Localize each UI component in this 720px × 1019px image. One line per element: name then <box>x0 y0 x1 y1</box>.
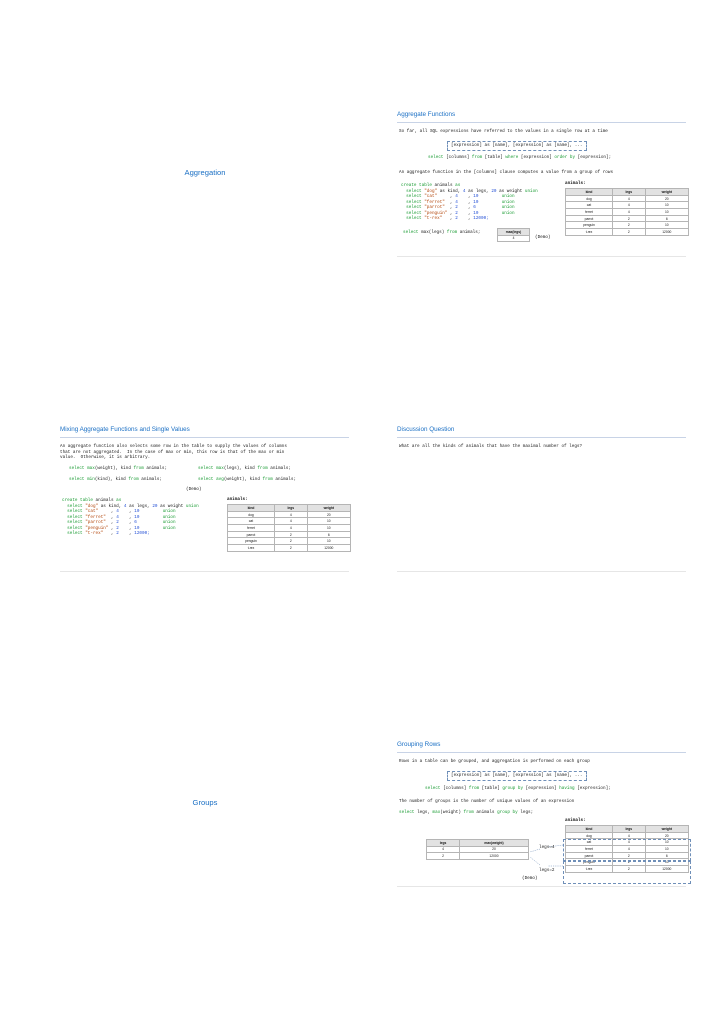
title-rule <box>397 122 686 123</box>
table-row <box>566 209 689 216</box>
title-rule <box>397 437 686 438</box>
slide-aggregation <box>55 105 355 257</box>
label-legs2: legs=2 <box>539 868 555 873</box>
table-cell: ferret <box>566 846 613 853</box>
table-cell: 2 <box>612 222 645 229</box>
table-cell: 12000 <box>307 545 350 552</box>
slide-footer <box>60 571 349 572</box>
table-cell: 6 <box>307 531 350 538</box>
table-cell: 2 <box>612 852 645 859</box>
query-max-legs: select max(legs), kind from animals; <box>198 466 291 471</box>
result-cell: 12000 <box>460 853 529 860</box>
slide-title: Mixing Aggregate Functions and Single Values <box>60 426 190 433</box>
demo-label: (Demo) <box>535 235 551 240</box>
result-cell: 20 <box>460 846 529 853</box>
table-cell: dog <box>566 195 613 202</box>
table-row <box>566 229 689 236</box>
table-cell: 6 <box>645 215 688 222</box>
column-header: weight <box>307 505 350 512</box>
table-cell: 4 <box>612 846 645 853</box>
table-row <box>566 202 689 209</box>
code-line: select "cat" , 4 , 10 union <box>401 194 515 199</box>
table-cell: penguin <box>566 859 613 866</box>
table-cell: parrot <box>566 852 613 859</box>
code-line: select "parrot" , 2 , 6 union <box>62 520 176 525</box>
query-avg-weight: select avg(weight), kind from animals; <box>198 477 297 482</box>
slide-footer <box>397 571 686 572</box>
table-row <box>566 215 689 222</box>
groups-description: The number of groups is the number of unique values of an expression <box>399 799 575 804</box>
animals-table <box>565 188 689 236</box>
table-cell: 20 <box>307 511 350 518</box>
table-cell: 4 <box>274 518 307 525</box>
slide-footer <box>397 256 686 257</box>
table-cell: 10 <box>645 839 688 846</box>
table-cell: 4 <box>612 839 645 846</box>
column-header: weight <box>645 189 688 196</box>
table-cell: 10 <box>307 538 350 545</box>
table-cell: 2 <box>274 545 307 552</box>
result-cell: 4 <box>427 846 460 853</box>
create-table-code <box>401 183 538 222</box>
table-cell: 4 <box>612 202 645 209</box>
code-line: select "t-rex" , 2 , 12000; <box>62 531 150 536</box>
table-cell: 10 <box>645 846 688 853</box>
code-line: select "ferret" , 4 , 10 union <box>62 514 176 520</box>
table-cell: 20 <box>645 832 688 839</box>
code-line: select "cat" , 4 , 10 union <box>62 509 176 514</box>
table-header-row <box>228 505 351 512</box>
table-cell: 4 <box>274 511 307 518</box>
slide-title: Grouping Rows <box>397 741 441 748</box>
syntax-box: [expression] as [name], [expression] as [name], ... <box>447 771 587 781</box>
group-arrows <box>392 735 692 887</box>
section-title: Aggregation <box>184 168 226 177</box>
table-row <box>228 545 351 552</box>
result-header: max(weight) <box>460 840 529 847</box>
table-cell: 4 <box>612 832 645 839</box>
table-row <box>228 518 351 525</box>
syntax-line: select [columns] from [table] where [expression] order by [expression]; <box>428 155 612 160</box>
demo-label: (Demo) <box>186 487 202 492</box>
table-cell: 12000 <box>645 229 688 236</box>
table-cell: parrot <box>228 531 275 538</box>
slide-footer <box>397 886 686 887</box>
arrow-legs2 <box>530 857 563 866</box>
table-cell: 20 <box>645 195 688 202</box>
result-cell: 4 <box>498 235 530 242</box>
code-line: select "penguin" , 2 , 10 union <box>62 525 176 531</box>
syntax-line: select [columns] from [table] group by [expression] having [expression]; <box>425 786 611 791</box>
slide-groups <box>55 735 355 887</box>
table-cell: 4 <box>612 209 645 216</box>
max-legs-query: select max(legs) from animals; <box>403 230 481 235</box>
table-row <box>566 222 689 229</box>
intro-text: So far, all SQL expressions have referred to the values in a single row at a time <box>399 129 608 134</box>
table-cell: ferret <box>228 525 275 532</box>
aggregate-description: An aggregate function in the [columns] clause computes a value from a group of rows <box>399 170 614 175</box>
table-cell: ferret <box>566 209 613 216</box>
animals-table <box>227 504 351 552</box>
column-header: kind <box>566 189 613 196</box>
table-cell: dog <box>566 832 613 839</box>
code-line: select "dog" as kind, 4 as legs, 20 as weight union <box>62 503 199 509</box>
intro-text: Rows in a table can be grouped, and aggregation is performed on each group <box>399 759 590 764</box>
table-cell: penguin <box>566 222 613 229</box>
code-line: select "t-rex" , 2 , 12000; <box>401 216 489 221</box>
table-cell: 2 <box>612 866 645 873</box>
table-header-row <box>566 189 689 196</box>
table-cell: 4 <box>274 525 307 532</box>
result-header: max(legs) <box>498 229 530 236</box>
code-line: create table animals as <box>62 498 122 503</box>
result-cell: 2 <box>427 853 460 860</box>
table-cell: 12000 <box>645 866 688 873</box>
table-cell: 2 <box>612 859 645 866</box>
section-title: Groups <box>192 798 218 807</box>
table-cell: cat <box>566 839 613 846</box>
table-cell: penguin <box>228 538 275 545</box>
discussion-question: What are all the kinds of animals that have the maximal number of legs? <box>399 444 583 449</box>
create-table-code <box>62 498 199 537</box>
table-cell: 2 <box>274 531 307 538</box>
table-cell: 10 <box>307 525 350 532</box>
table-row <box>566 195 689 202</box>
code-line: select "dog" as kind, 4 as legs, 20 as weight union <box>401 188 538 194</box>
group-by-query: select legs, max(weight) from animals group by legs; <box>399 810 534 815</box>
table-cell: 4 <box>612 195 645 202</box>
table-cell: 10 <box>645 222 688 229</box>
animals-label: animals: <box>565 181 586 186</box>
syntax-box: [expression] as [name], [expression] as [name], ... <box>447 141 587 151</box>
slide-aggregate-functions <box>392 105 692 257</box>
query-min-kind: select min(kind), kind from animals; <box>69 477 162 482</box>
code-line: select "ferret" , 4 , 10 union <box>401 199 515 205</box>
animals-label: animals: <box>565 818 586 823</box>
code-line: create table animals as <box>401 183 461 188</box>
table-cell: 10 <box>645 859 688 866</box>
table-cell: 2 <box>612 215 645 222</box>
table-cell: 10 <box>645 202 688 209</box>
table-row <box>228 538 351 545</box>
table-cell: t-rex <box>566 229 613 236</box>
query-max-weight: select max(weight), kind from animals; <box>69 466 168 471</box>
table-cell: dog <box>228 511 275 518</box>
column-header: legs <box>612 189 645 196</box>
column-header: legs <box>274 505 307 512</box>
table-row <box>228 531 351 538</box>
code-line: select "parrot" , 2 , 6 union <box>401 205 515 210</box>
slide-discussion <box>392 420 692 572</box>
demo-label: (Demo) <box>522 876 538 881</box>
table-cell: 10 <box>307 518 350 525</box>
table-cell: 2 <box>274 538 307 545</box>
table-cell: 2 <box>612 229 645 236</box>
table-row <box>228 511 351 518</box>
result-table <box>497 228 530 242</box>
table-cell: t-rex <box>566 866 613 873</box>
table-cell: parrot <box>566 215 613 222</box>
animals-label: animals: <box>227 497 248 502</box>
table-cell: 6 <box>645 852 688 859</box>
result-header: legs <box>427 840 460 847</box>
label-legs4: legs=4 <box>539 845 555 850</box>
column-header: weight <box>645 826 688 833</box>
title-rule <box>60 437 349 438</box>
table-cell: cat <box>566 202 613 209</box>
table-cell: 10 <box>645 209 688 216</box>
table-row <box>228 525 351 532</box>
slide-grouping-rows <box>392 735 692 887</box>
table-cell: t-rex <box>228 545 275 552</box>
slide-title: Discussion Question <box>397 426 455 433</box>
column-header: kind <box>228 505 275 512</box>
mixing-paragraph: An aggregate function also selects some row in the table to supply the values of columns that are not aggregated. In the case of max or min, this row is that of the max or min value. Otherwise, it is arbitrary. <box>60 444 287 460</box>
column-header: kind <box>566 826 613 833</box>
slide-title: Aggregate Functions <box>397 111 456 118</box>
column-header: legs <box>612 826 645 833</box>
code-line: select "penguin" , 2 , 10 union <box>401 210 515 216</box>
table-cell: cat <box>228 518 275 525</box>
slide-mixing <box>55 420 355 572</box>
